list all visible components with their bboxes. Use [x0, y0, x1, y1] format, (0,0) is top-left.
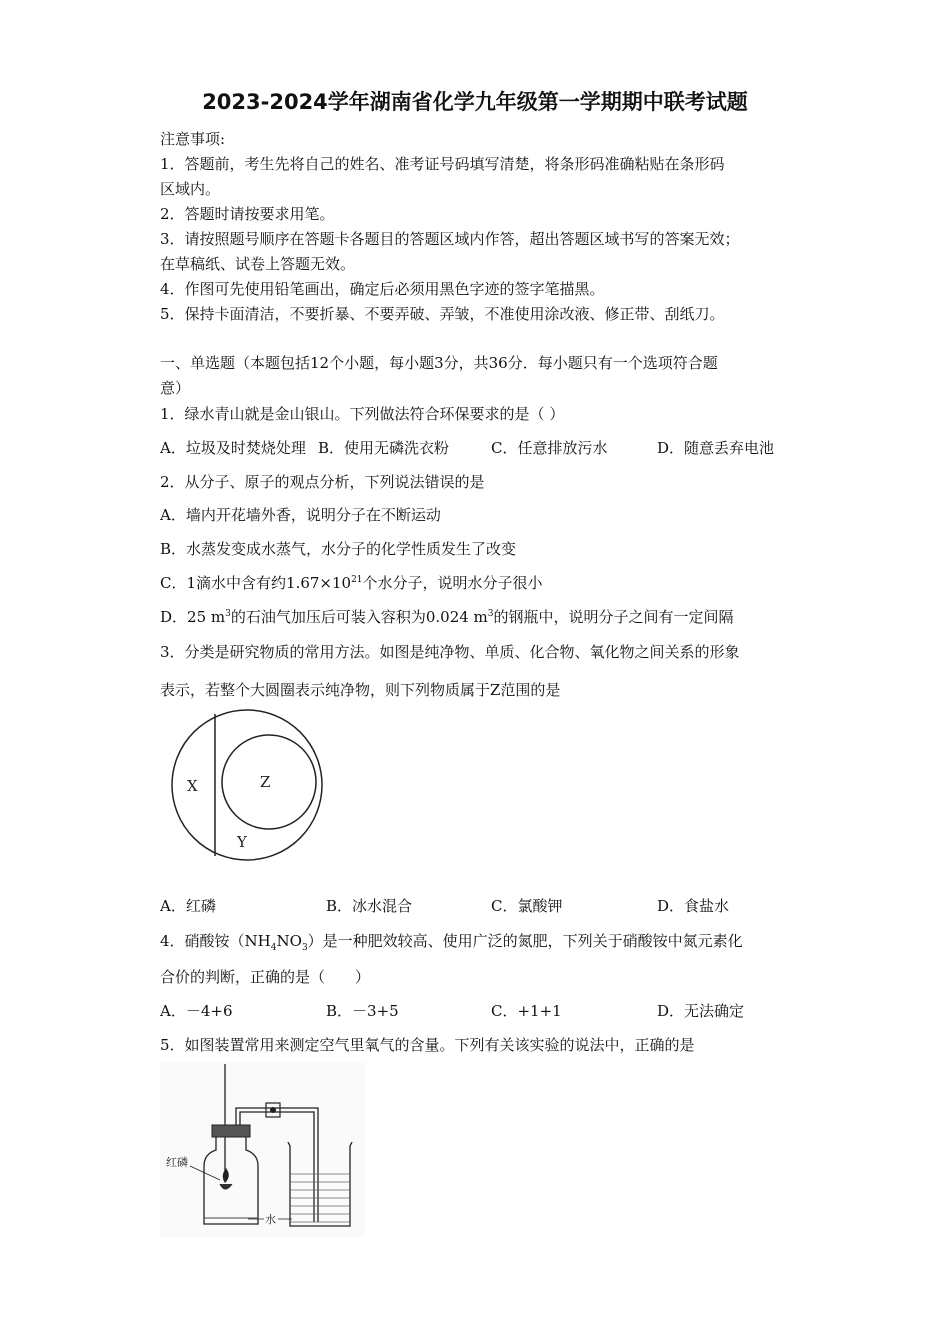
section-heading-line-1: 一、单选题（本题包括12个小题，每小题3分，共36分．每小题只有一个选项符合题 — [160, 354, 718, 372]
q2-option-b: B．水蒸发变成水蒸气，水分子的化学性质发生了改变 — [160, 540, 517, 558]
label-z: Z — [260, 773, 271, 791]
q2-option-d-mid: 的石油气加压后可装入容积为0.024 m — [230, 608, 488, 626]
q1-option-a: A．垃圾及时焚烧处理 — [160, 439, 306, 457]
notice-heading: 注意事项: — [160, 130, 226, 148]
q2-option-d-exp-1: 3 — [225, 609, 231, 619]
notice-line-3a: 3．请按照题号顺序在答题卡各题目的答题区域内作答，超出答题区域书写的答案无效； — [160, 230, 740, 248]
notice-line-4: 4．作图可先使用铅笔画出，确定后必须用黑色字迹的签字笔描黑。 — [160, 280, 605, 298]
label-x: X — [187, 777, 198, 795]
q2-option-c-exponent: 21 — [351, 575, 363, 585]
classification-venn-diagram — [160, 706, 340, 866]
oxygen-experiment-apparatus — [160, 1062, 365, 1237]
q2-option-d — [160, 606, 734, 627]
notice-line-1b: 区域内。 — [160, 180, 221, 198]
notice-line-2: 2．答题时请按要求用笔。 — [160, 205, 335, 223]
q3-option-a: A．红磷 — [160, 897, 216, 915]
q4-stem-pre: 4．硝酸铵（NH — [160, 932, 271, 950]
q4-option-c: C．+1+1 — [491, 1002, 562, 1020]
section-heading-line-2: 意） — [160, 379, 191, 397]
q1-stem: 1．绿水青山就是金山银山。下列做法符合环保要求的是（ ） — [160, 405, 565, 423]
figure-background — [160, 1062, 365, 1237]
notice-line-1a: 1．答题前，考生先将自己的姓名、准考证号码填写清楚，将条形码准确粘贴在条形码 — [160, 155, 725, 173]
label-red-phosphorus: 红磷 — [166, 1156, 188, 1169]
q4-stem-line-2: 合价的判断，正确的是（ ） — [160, 968, 371, 986]
q2-option-d-exp-2: 3 — [487, 609, 494, 619]
q4-option-a: A．－4+6 — [160, 1002, 233, 1020]
q4-subscript-2: 3 — [301, 943, 308, 953]
q4-option-d: D．无法确定 — [657, 1002, 745, 1020]
clamp-screw — [270, 1107, 276, 1113]
q4-stem-post: ）是一种肥效较高、使用广泛的氮肥，下列关于硝酸铵中氮元素化 — [307, 932, 743, 950]
notice-line-3b: 在草稿纸、试卷上答题无效。 — [160, 255, 356, 273]
q2-option-d-pre: D．25 m — [160, 608, 226, 626]
q4-option-b: B．－3+5 — [326, 1002, 399, 1020]
q3-option-d: D．食盐水 — [657, 897, 730, 915]
label-water: 水 — [265, 1213, 276, 1226]
q4-stem-mid: NO — [276, 932, 302, 950]
q3-option-c: C．氯酸钾 — [491, 897, 563, 915]
rubber-stopper — [212, 1125, 250, 1137]
page-title: 2023-2024学年湖南省化学九年级第一学期期中联考试题 — [202, 90, 748, 114]
q2-option-c — [160, 572, 543, 593]
q4-subscript-1: 4 — [270, 943, 277, 953]
notice-line-5: 5．保持卡面清洁，不要折暴、不要弄破、弄皱，不准使用涂改液、修正带、刮纸刀。 — [160, 305, 725, 323]
q3-stem-line-1: 3．分类是研究物质的常用方法。如图是纯净物、单质、化合物、氧化物之间关系的形象 — [160, 643, 740, 661]
q2-option-c-pre: C．1滴水中含有约1.67×10 — [160, 574, 352, 592]
q4-stem-line-1 — [160, 930, 743, 953]
q1-option-b: B．使用无磷洗衣粉 — [318, 439, 450, 457]
q3-option-b: B．冰水混合 — [326, 897, 413, 915]
q2-stem: 2．从分子、原子的观点分析，下列说法错误的是 — [160, 473, 485, 491]
q3-stem-line-2: 表示，若整个大圆圈表示纯净物，则下列物质属于Z范围的是 — [160, 681, 561, 699]
q1-option-d: D．随意丢弃电池 — [657, 439, 775, 457]
q1-option-c: C．任意排放污水 — [491, 439, 608, 457]
q2-option-a: A．墙内开花墙外香，说明分子在不断运动 — [160, 506, 441, 524]
q5-stem: 5．如图装置常用来测定空气里氧气的含量。下列有关该实验的说法中，正确的是 — [160, 1036, 695, 1054]
label-y: Y — [237, 833, 247, 851]
q2-option-d-post: 的钢瓶中，说明分子之间有一定间隔 — [493, 608, 734, 626]
q2-option-c-post: 个水分子，说明水分子很小 — [362, 574, 543, 592]
